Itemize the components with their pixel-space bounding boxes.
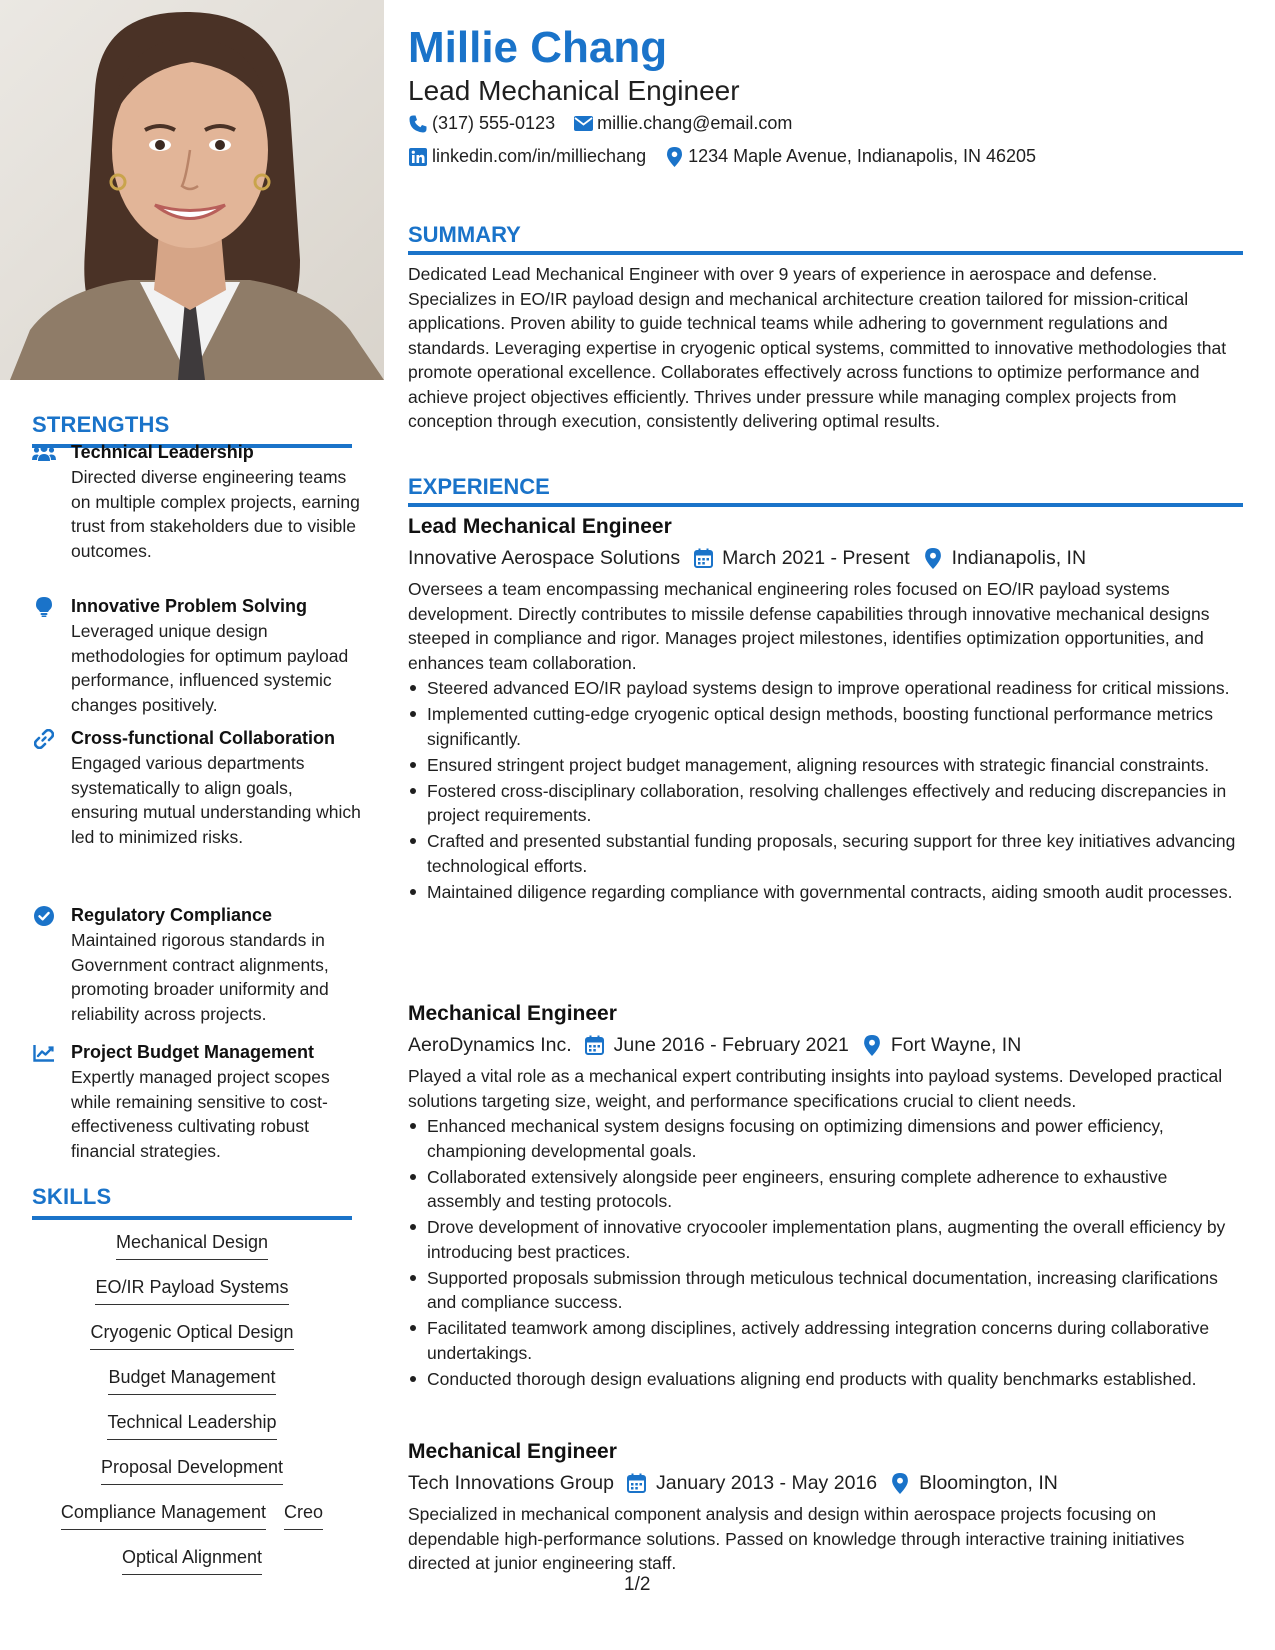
skill-tag: Budget Management: [108, 1365, 275, 1395]
job-description: Oversees a team encompassing mechanical engineering roles focused on EO/IR payload systems development. Directly contributes to missile defense capabilities through innovative mechanical designs steeped in compliance and rigor. Manages project milestones, identifies optimization opportunities, and enhances team collaboration.: [408, 579, 1210, 673]
bullet-item: Supported proposals submission through meticulous technical documentation, increasing clarifications and compliance success.: [408, 1266, 1243, 1315]
skill-tag: Compliance Management: [61, 1500, 266, 1530]
email-text: millie.chang@email.com: [597, 113, 793, 133]
map-pin-icon: [922, 547, 944, 569]
bullet-item: Maintained diligence regarding compliance with governmental contracts, aiding smooth audit processes.: [408, 880, 1243, 905]
strength-description: Directed diverse engineering teams on multiple complex projects, earning trust from stakeholders due to visible outcomes.: [71, 467, 360, 561]
profile-photo: [0, 0, 384, 380]
job-dates: January 2013 - May 2016: [655, 1472, 878, 1494]
skills-heading: SKILLS: [32, 1184, 352, 1220]
calendar-icon: [584, 1034, 606, 1056]
job-bullets: [408, 676, 1243, 904]
left-column: [0, 0, 384, 1650]
bullet-item: Steered advanced EO/IR payload systems design to improve operational readiness for critical missions.: [408, 676, 1243, 701]
chart-line-icon: [32, 1042, 56, 1064]
skill-tag: Cryogenic Optical Design: [90, 1320, 293, 1350]
skill-tag: EO/IR Payload Systems: [95, 1275, 288, 1305]
experience-entry: [408, 1000, 1243, 1393]
map-pin-icon: [861, 1034, 883, 1056]
skill-tag: Proposal Development: [101, 1455, 283, 1485]
experience-entry: [408, 513, 1243, 906]
company-name: Tech Innovations Group: [408, 1472, 614, 1494]
check-circle-icon: [32, 905, 56, 927]
job-title: Lead Mechanical Engineer: [408, 515, 672, 538]
page-number: 1/2: [624, 1574, 651, 1595]
strength-heading: Innovative Problem Solving: [71, 596, 308, 616]
skill-tag: Technical Leadership: [107, 1410, 276, 1440]
summary-heading: SUMMARY: [408, 222, 1243, 255]
skills-list: [32, 1230, 352, 1590]
strength-description: Maintained rigorous standards in Government contract alignments, promoting broader uniformity and reliability across projects.: [71, 930, 329, 1024]
skill-tag: Optical Alignment: [122, 1545, 262, 1575]
lightbulb-icon: [32, 596, 56, 618]
job-description: Played a vital role as a mechanical expert contributing insights into payload systems. Developed practical solutions targeting size, weight, and performance specifications crucial to client needs.: [408, 1066, 1223, 1111]
strength-heading: Regulatory Compliance: [71, 905, 273, 925]
contact-row: [408, 146, 1054, 167]
strengths-heading: STRENGTHS: [32, 412, 352, 448]
users-icon: [32, 442, 56, 464]
envelope-icon: [573, 114, 593, 134]
company-name: Innovative Aerospace Solutions: [408, 547, 681, 569]
strength-description: Leveraged unique design methodologies for optimum payload performance, influenced systemic changes positively.: [71, 621, 349, 715]
experience-heading: EXPERIENCE: [408, 474, 1243, 507]
portrait-illustration: [0, 0, 384, 380]
bullet-item: Collaborated extensively alongside peer engineers, ensuring complete adherence to exhaustive assembly and testing protocols.: [408, 1165, 1243, 1214]
company-name: AeroDynamics Inc.: [408, 1034, 572, 1056]
linkedin-text: linkedin.com/in/milliechang: [432, 146, 647, 166]
job-dates: June 2016 - February 2021: [613, 1034, 849, 1056]
job-meta: [408, 1468, 1243, 1498]
job-title: Mechanical Engineer: [408, 1440, 617, 1463]
job-bullets: [408, 1114, 1243, 1391]
bullet-item: Fostered cross-disciplinary collaboration, resolving challenges effectively and reducing discrepancies in project requirements.: [408, 779, 1243, 828]
job-title: Mechanical Engineer: [408, 1002, 617, 1025]
bullet-item: Drove development of innovative cryocooler implementation plans, augmenting the overall efficiency by introducing best practices.: [408, 1215, 1243, 1264]
summary-text: Dedicated Lead Mechanical Engineer with over 9 years of experience in aerospace and defense. Specializes in EO/IR payload design and mechanical architecture creation tailored for mission-critical applications. Proven ability to guide technical teams while adhering to government regulations and standards. Leveraging expertise in cryogenic optical systems, committed to innovative methodologies that promote operational excellence. Collaborates effectively across functions to optimize performance and achieve project objectives efficiently. Thrives under pressure while managing complex projects from conception through execution, consistently delivering optimal results.: [408, 264, 1227, 431]
skill-tag: Mechanical Design: [116, 1230, 268, 1260]
bullet-item: Facilitated teamwork among disciplines, actively addressing integration concerns during collaborative undertakings.: [408, 1316, 1243, 1365]
skill-tag: Creo: [284, 1500, 323, 1530]
map-pin-icon: [889, 1472, 911, 1494]
strength-heading: Project Budget Management: [71, 1042, 315, 1062]
job-location: Bloomington, IN: [919, 1472, 1058, 1494]
experience-entry: [408, 1438, 1243, 1576]
job-dates: March 2021 - Present: [722, 547, 910, 569]
bullet-item: Ensured stringent project budget management, aligning resources with strategic financial constraints.: [408, 753, 1243, 778]
job-meta: [408, 543, 1243, 573]
strength-description: Engaged various departments systematically to align goals, ensuring mutual understanding which led to minimized risks.: [71, 753, 361, 847]
phone-contact[interactable]: [408, 113, 555, 134]
bullet-item: Enhanced mechanical system designs focusing on optimizing dimensions and power efficiency, championing developmental goals.: [408, 1114, 1243, 1163]
job-description: Specialized in mechanical component analysis and design within aerospace projects focusing on dependable high-performance solutions. Passed on knowledge through interactive training initiatives directed at junior engineering staff.: [408, 1504, 1185, 1573]
phone-icon: [408, 114, 428, 134]
calendar-icon: [626, 1472, 648, 1494]
job-meta: [408, 1030, 1243, 1060]
job-location: Fort Wayne, IN: [890, 1034, 1022, 1056]
bullet-item: Conducted thorough design evaluations aligning end products with quality benchmarks established.: [408, 1367, 1243, 1392]
phone-text: (317) 555-0123: [432, 113, 556, 133]
bullet-item: Crafted and presented substantial funding proposals, securing support for three key initiatives advancing technological efforts.: [408, 829, 1243, 878]
bullet-item: Implemented cutting-edge cryogenic optical design methods, boosting functional performance metrics significantly.: [408, 702, 1243, 751]
map-pin-icon: [664, 147, 684, 167]
strength-heading: Technical Leadership: [71, 442, 254, 462]
candidate-name: Millie Chang: [408, 23, 668, 72]
address-contact: [664, 146, 1036, 167]
link-icon: [32, 728, 56, 750]
linkedin-icon: [408, 147, 428, 167]
contact-row: [408, 113, 810, 134]
job-location: Indianapolis, IN: [951, 547, 1087, 569]
calendar-icon: [692, 547, 714, 569]
candidate-title: Lead Mechanical Engineer: [408, 75, 740, 106]
linkedin-contact[interactable]: [408, 146, 646, 167]
strength-heading: Cross-functional Collaboration: [71, 728, 336, 748]
email-contact[interactable]: [573, 113, 792, 134]
address-text: 1234 Maple Avenue, Indianapolis, IN 46205: [688, 146, 1037, 166]
strength-description: Expertly managed project scopes while remaining sensitive to cost-effectiveness cultivating robust financial strategies.: [71, 1067, 330, 1161]
